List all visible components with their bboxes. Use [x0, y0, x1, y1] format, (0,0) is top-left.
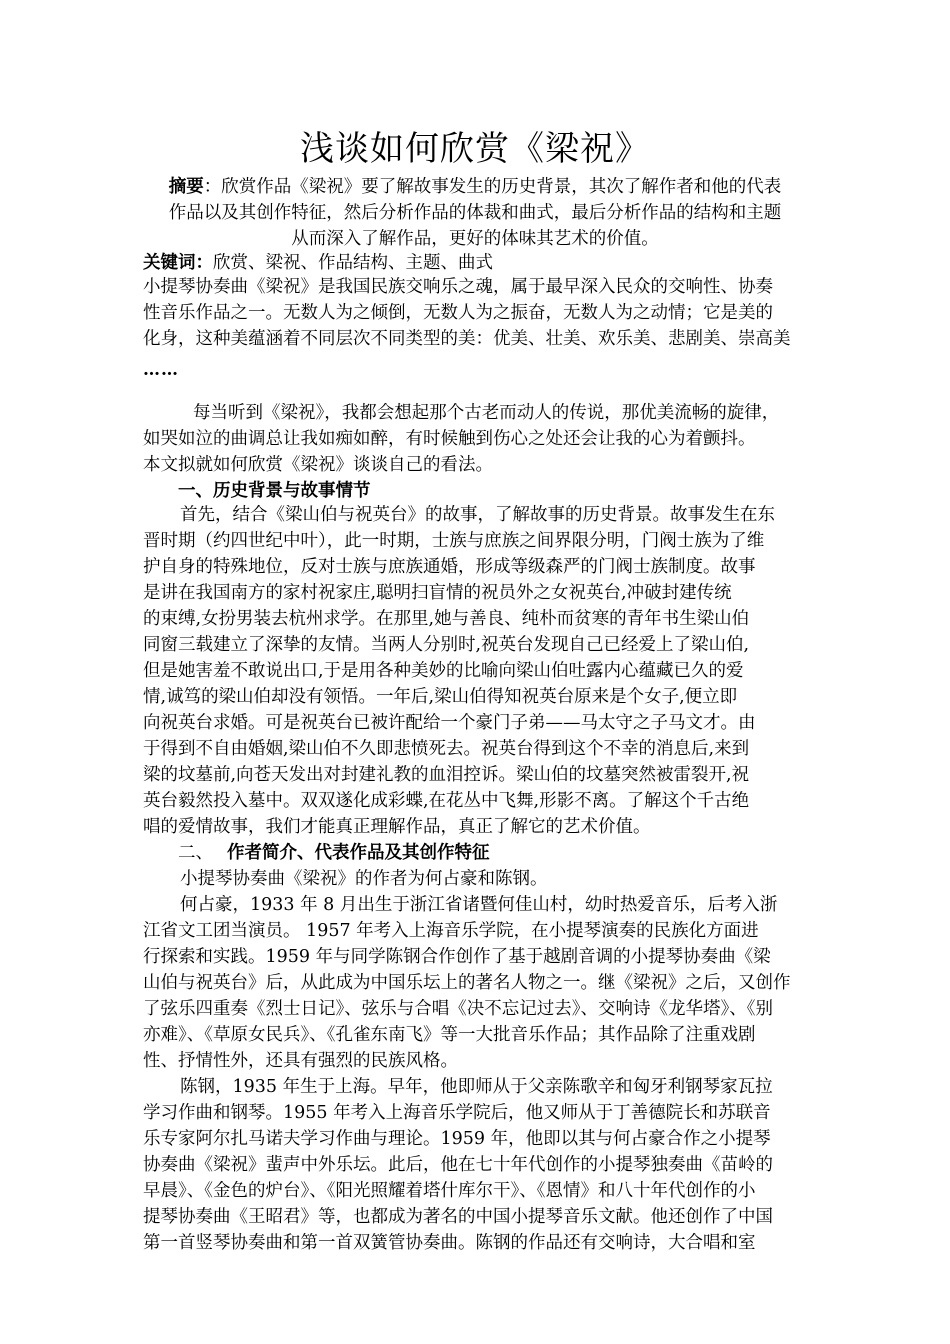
section2-heading [178, 840, 842, 866]
section1-line: 向祝英台求婚。可是祝英台已被许配给一个豪门子弟——马太守之子马文才。由 [143, 713, 756, 733]
section1-line: 晋时期（约四世纪中叶），此一时期，士族与庶族之间界限分明，门阀士族为了维 [143, 531, 765, 551]
section2-heading-text: 作者简介、代表作品及其创作特征 [227, 843, 490, 863]
section1-line: 唱的爱情故事，我们才能真正理解作品，真正了解它的艺术价值。 [143, 817, 651, 837]
keywords-line [143, 250, 807, 276]
section1-line: 护自身的特殊地位，反对士族与庶族通婚，形成等级森严的门阀士族制度。故事 [143, 557, 756, 577]
abstract-line-1: 摘要：欣赏作品《梁祝》要了解故事发生的历史背景，其次了解作者和他的代表 [168, 177, 782, 197]
chen-line: 第一首竖琴协奏曲和第一首双簧管协奏曲。陈钢的作品还有交响诗，大合唱和室 [143, 1233, 756, 1253]
section1-line: 但是她害羞不敢说出口,于是用各种美妙的比喻向梁山伯吐露内心蕴藏已久的爱 [143, 661, 744, 681]
he-line: 了弦乐四重奏《烈士日记》、弦乐与合唱《决不忘记过去》、交响诗《龙华塔》、《别 [143, 999, 773, 1019]
chen-line: 陈钢，1935 年生于上海。早年，他即师从于父亲陈歌辛和匈牙利钢琴家瓦拉 [180, 1077, 773, 1097]
section2-intro: 小提琴协奏曲《梁祝》的作者为何占豪和陈钢。 [180, 869, 548, 889]
abstract-line-3: 从而深入了解作品，更好的体味其艺术的价值。 [291, 229, 659, 249]
he-line: 性、抒情性外，还具有强烈的民族风格。 [143, 1051, 458, 1071]
chen-line: 协奏曲《梁祝》蜚声中外乐坛。此后，他在七十年代创作的小提琴独奏曲《苗岭的 [143, 1155, 773, 1175]
section1-line: 是讲在我国南方的家村祝家庄,聪明扫盲情的祝员外之女祝英台,冲破封建传统 [143, 583, 732, 603]
intro-line-2: 性音乐作品之一。无数人为之倾倒，无数人为之振奋，无数人为之动情；它是美的 [143, 303, 773, 323]
intro-ellipsis: …… [143, 360, 179, 380]
chen-line: 早晨》、《金色的炉台》、《阳光照耀着塔什库尔干》、《恩情》和八十年代创作的小 [143, 1181, 756, 1201]
he-line: 亦难》、《草原女民兵》、《孔雀东南飞》等一大批音乐作品；其作品除了注重戏剧 [143, 1025, 756, 1045]
section2-heading-num: 二、 [178, 843, 213, 863]
he-line: 山伯与祝英台》后，从此成为中国乐坛上的著名人物之一。继《梁祝》之后，又创作 [143, 973, 791, 993]
he-line: 江省文工团当演员。 1957 年考入上海音乐学院，在小提琴演奏的民族化方面进 [143, 921, 759, 941]
para1-line-1: 每当听到《梁祝》，我都会想起那个古老而动人的传说，那优美流畅的旋律， [193, 403, 780, 423]
chen-line: 提琴协奏曲《王昭君》等，也都成为著名的中国小提琴音乐文献。他还创作了中国 [143, 1207, 773, 1227]
section1-line: 首先，结合《梁山伯与祝英台》的故事，了解故事的历史背景。故事发生在东 [180, 505, 775, 525]
section1-line: 同窗三载建立了深挚的友情。当两人分别时,祝英台发现自己已经爱上了梁山伯, [143, 635, 750, 655]
abstract-label: 摘要 [168, 177, 204, 197]
he-line: 何占豪，1933 年 8 月出生于浙江省诸暨何佳山村，幼时热爱音乐，后考入浙 [180, 895, 778, 915]
section1-line: 梁的坟墓前,向苍天发出对封建礼教的血泪控诉。梁山伯的坟墓突然被雷裂开,祝 [143, 765, 750, 785]
keywords-label: 关键词： [143, 253, 213, 273]
para1-line-3: 本文拟就如何欣赏《梁祝》谈谈自己的看法。 [143, 455, 493, 475]
chen-line: 乐专家阿尔扎马诺夫学习作曲与理论。1959 年，他即以其与何占豪合作之小提琴 [143, 1129, 771, 1149]
he-line: 行探索和实践。1959 年与同学陈钢合作创作了基于越剧音调的小提琴协奏曲《梁 [143, 947, 771, 967]
keywords-text: 欣赏、梁祝、作品结构、主题、曲式 [213, 253, 493, 273]
chen-line: 学习作曲和钢琴。1955 年考入上海音乐学院后，他又师从于丁善德院长和苏联音 [143, 1103, 771, 1123]
section1-line: 情,诚笃的梁山伯却没有领悟。一年后,梁山伯得知祝英台原来是个女子,便立即 [143, 687, 738, 707]
abstract-line-2: 作品以及其创作特征，然后分析作品的体裁和曲式，最后分析作品的结构和主题 [168, 203, 782, 223]
intro-line-3: 化身，这种美蕴涵着不同层次不同类型的美：优美、壮美、欢乐美、悲剧美、崇高美 [143, 329, 791, 349]
section1-line: 的束缚,女扮男装去杭州求学。在那里,她与善良、纯朴而贫寒的青年书生梁山伯 [143, 609, 750, 629]
section1-heading: 一、历史背景与故事情节 [178, 481, 371, 501]
intro-line-1: 小提琴协奏曲《梁祝》是我国民族交响乐之魂，属于最早深入民众的交响性、协奏 [143, 277, 773, 297]
section1-line: 于得到不自由婚姻,梁山伯不久即悲愤死去。祝英台得到这个不幸的消息后,来到 [143, 739, 750, 759]
para1-line-2: 如哭如泣的曲调总让我如痴如醉，有时候触到伤心之处还会让我的心为着颤抖。 [143, 429, 756, 449]
section1-line: 英台毅然投入墓中。双双遂化成彩蝶,在花丛中飞舞,形影不离。了解这个千古绝 [143, 791, 750, 811]
document-title: 浅谈如何欣赏《梁祝》 [300, 129, 650, 169]
